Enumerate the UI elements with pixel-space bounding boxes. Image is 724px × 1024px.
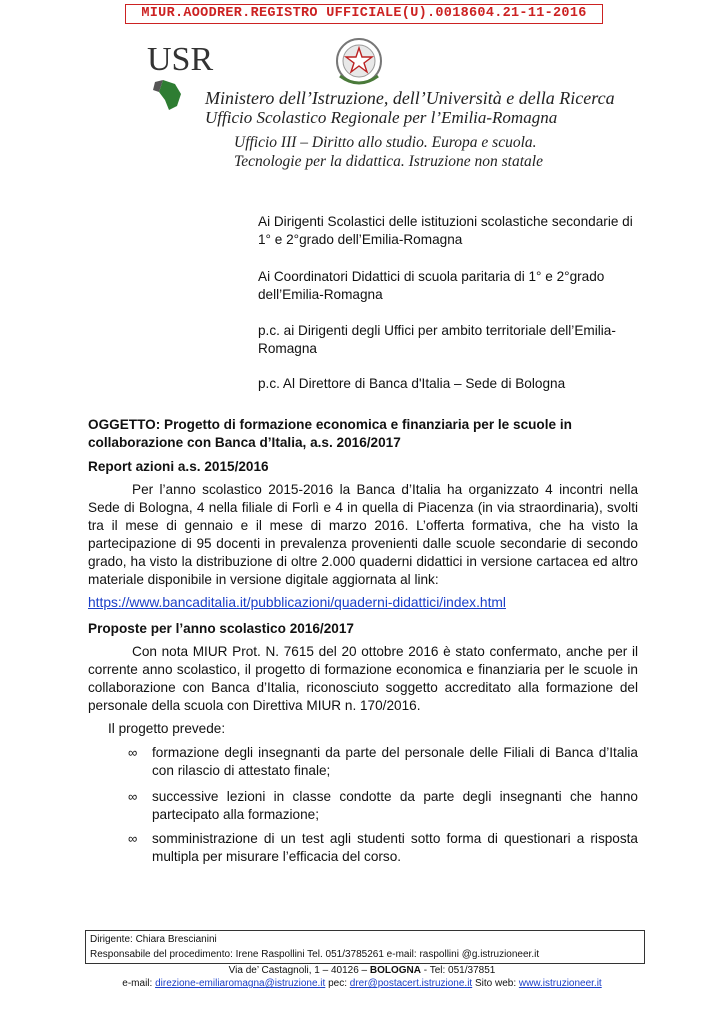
recipient-4: p.c. Al Direttore di Banca d'Italia – Sede di Bologna — [258, 376, 566, 391]
bancaditalia-link[interactable]: https://www.bancaditalia.it/pubblicazioni/quaderni-didattici/index.html — [88, 595, 506, 610]
pec-link[interactable]: drer@postacert.istruzione.it — [349, 978, 473, 989]
recipient-3: p.c. ai Dirigenti degli Uffici per ambito territoriale dell’Emilia-Romagna — [258, 323, 616, 356]
list-item — [128, 744, 638, 780]
proposals-paragraph: Con nota MIUR Prot. N. 7615 del 20 ottobre 2016 è stato confermato, anche per il corrente anno scolastico, il progetto di formazione economica e finanziaria per le scuole in collaborazione con Banca d’Italia, riconosciuto soggetto accreditato alla formazione del personale della scuola con Direttiva MIUR n. 170/2016. — [88, 644, 638, 713]
footer-links — [0, 977, 724, 991]
address-street: Via de’ Castagnoli, 1 – 40126 – — [228, 965, 370, 976]
department-line-1: Ufficio III – Diritto allo studio. Europa e scuola. — [234, 134, 537, 151]
footer-contact-box — [85, 930, 645, 964]
recipient-2: Ai Coordinatori Didattici di scuola paritaria di 1° e 2°grado dell’Emilia-Romagna — [258, 269, 605, 302]
list-item-text: successive lezioni in classe condotte da parte degli insegnanti che hanno partecipato alla formazione; — [152, 789, 638, 822]
recipient-1: Ai Dirigenti Scolastici delle istituzioni scolastiche secondarie di 1° e 2°grado dell’Emilia-Romagna — [258, 214, 633, 247]
report-title: Report azioni a.s. 2015/2016 — [88, 459, 269, 474]
infinity-bullet-icon: ∞ — [128, 831, 138, 846]
email-label: e-mail: — [122, 978, 156, 989]
list-item-text: somministrazione di un test agli studenti sotto forma di questionari a risposta multipla per misurare l’efficacia del corso. — [152, 831, 638, 864]
proposals-title: Proposte per l’anno scolastico 2016/2017 — [88, 621, 354, 636]
department-line-2: Tecnologie per la didattica. Istruzione non statale — [234, 153, 543, 170]
list-item — [128, 830, 638, 866]
website-link[interactable]: www.istruzioneer.it — [518, 978, 602, 989]
footer-dirigente: Dirigente: Chiara Brescianini — [90, 934, 217, 945]
infinity-bullet-icon: ∞ — [128, 745, 138, 760]
address-city: BOLOGNA — [369, 965, 421, 976]
italian-republic-emblem — [334, 36, 384, 90]
pec-label: pec: — [325, 978, 350, 989]
address-phone: - Tel: 051/37851 — [421, 965, 496, 976]
link-line — [88, 594, 638, 612]
project-intro: Il progetto prevede: — [108, 721, 226, 736]
list-item — [128, 788, 638, 824]
subject-line: OGGETTO: Progetto di formazione economica e finanziaria per le scuole in collaborazione con Banca d’Italia, a.s. 2016/2017 — [88, 417, 572, 450]
office-name: Ufficio Scolastico Regionale per l’Emilia-Romagna — [205, 108, 558, 127]
list-item-text: formazione degli insegnanti da parte del personale delle Filiali di Banca d’Italia con rilascio di attestato finale; — [152, 745, 638, 778]
protocol-stamp: MIUR.AOODRER.REGISTRO UFFICIALE(U).0018604.21-11-2016 — [125, 4, 603, 24]
footer-responsabile: Responsabile del procedimento: Irene Raspollini Tel. 051/3785261 e-mail: raspollini @g.istruzioneer.it — [90, 949, 540, 960]
report-paragraph: Per l’anno scolastico 2015-2016 la Banca d’Italia ha organizzato 4 incontri nella Sede di Bologna, 4 nella filiale di Forlì e 4 in quella di Piacenza (in via straordinaria), svolti tra il mese di gennaio e il mese di marzo 2016. L’offerta formativa, che ha visto la partecipazione di 95 docenti in prevalenza provenienti dalle scuole secondarie di secondo grado, ha visto la distribuzione di oltre 2.000 quaderni didattici in versione cartacea ed altro materiale disponibile in versione digitale aggiornata al link: — [88, 482, 638, 587]
email-link[interactable]: direzione-emiliaromagna@istruzione.it — [155, 978, 326, 989]
footer-address — [0, 964, 724, 978]
ministry-name: Ministero dell’Istruzione, dell’Università e della Ricerca — [205, 88, 615, 108]
infinity-bullet-icon: ∞ — [128, 789, 138, 804]
logo-text: USR — [147, 41, 214, 78]
web-label: Sito web: — [472, 978, 519, 989]
usr-logo — [145, 36, 214, 116]
